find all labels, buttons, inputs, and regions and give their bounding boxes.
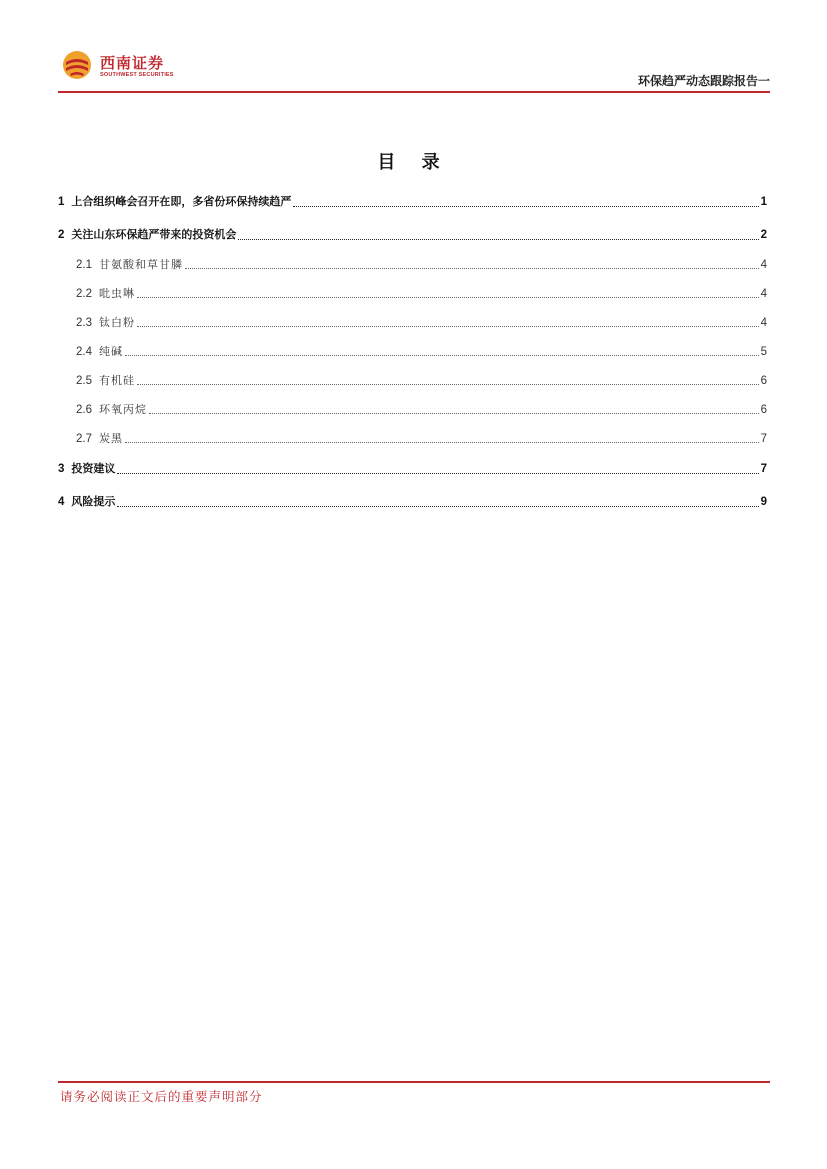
toc-entry-page: 5 xyxy=(760,346,767,358)
toc-entry-4[interactable] xyxy=(58,492,767,512)
toc-entry-page: 9 xyxy=(760,496,767,508)
toc-entry-page: 2 xyxy=(760,229,767,241)
toc-entry-number: 1 xyxy=(58,196,65,208)
toc-entry-2-2[interactable] xyxy=(58,284,767,303)
toc-entry-number: 2.5 xyxy=(76,375,92,387)
toc-entry-2-5[interactable] xyxy=(58,371,767,390)
toc-entry-number: 2.1 xyxy=(76,259,92,271)
toc-entry-number: 2 xyxy=(58,229,65,241)
toc-entry-title: 风险提示 xyxy=(71,495,116,508)
page-header xyxy=(58,46,770,92)
toc-entry-number: 2.3 xyxy=(76,317,92,329)
toc-dot-leader xyxy=(125,355,759,356)
toc-entry-page: 4 xyxy=(760,317,767,329)
toc-dot-leader xyxy=(238,239,758,240)
toc-entry-title: 关注山东环保趋严带来的投资机会 xyxy=(71,228,237,241)
toc-dot-leader xyxy=(117,506,758,507)
logo-chinese-name: 西南证券 xyxy=(100,54,165,72)
toc-dot-leader xyxy=(293,206,758,207)
toc-entry-page: 7 xyxy=(760,463,767,475)
toc-entry-2-7[interactable] xyxy=(58,429,767,448)
toc-dot-leader xyxy=(137,384,759,385)
toc-entry-page: 4 xyxy=(760,259,767,271)
logo-english-name: SOUTHWEST SECURITIES xyxy=(100,72,174,78)
report-title: 环保趋严动态跟踪报告一 xyxy=(637,74,770,88)
toc-dot-leader xyxy=(125,442,759,443)
toc-entry-number: 2.7 xyxy=(76,433,92,445)
toc-entry-page: 6 xyxy=(760,375,767,387)
table-of-contents xyxy=(58,192,767,512)
toc-dot-leader xyxy=(117,473,758,474)
toc-entry-title: 甘氨酸和草甘膦 xyxy=(99,258,183,271)
toc-entry-number: 4 xyxy=(58,496,65,508)
toc-entry-title: 投资建议 xyxy=(71,462,116,475)
footer-divider xyxy=(58,1081,770,1083)
toc-entry-number: 3 xyxy=(58,463,65,475)
toc-entry-page: 7 xyxy=(760,433,767,445)
toc-entry-title: 有机硅 xyxy=(99,374,135,387)
toc-entry-title: 钛白粉 xyxy=(99,316,135,329)
toc-entry-title: 上合组织峰会召开在即，多省份环保持续趋严 xyxy=(71,195,292,208)
toc-heading: 目 录 xyxy=(377,152,450,173)
toc-entry-number: 2.4 xyxy=(76,346,92,358)
company-logo xyxy=(62,50,172,84)
toc-entry-number: 2.6 xyxy=(76,404,92,416)
logo-emblem-icon xyxy=(62,50,92,80)
toc-entry-title: 环氧丙烷 xyxy=(99,403,147,416)
toc-entry-number: 2.2 xyxy=(76,288,92,300)
toc-entry-1[interactable] xyxy=(58,192,767,212)
toc-dot-leader xyxy=(137,326,759,327)
footer-disclaimer: 请务必阅读正文后的重要声明部分 xyxy=(60,1089,263,1104)
toc-dot-leader xyxy=(185,268,759,269)
toc-entry-title: 纯碱 xyxy=(99,345,123,358)
toc-entry-2[interactable] xyxy=(58,225,767,245)
toc-entry-page: 6 xyxy=(760,404,767,416)
header-divider xyxy=(58,91,770,93)
toc-entry-page: 1 xyxy=(760,196,767,208)
toc-entry-2-6[interactable] xyxy=(58,400,767,419)
toc-entry-title: 炭黑 xyxy=(99,432,123,445)
toc-entry-2-4[interactable] xyxy=(58,342,767,361)
toc-entry-2-3[interactable] xyxy=(58,313,767,332)
toc-dot-leader xyxy=(137,297,759,298)
toc-dot-leader xyxy=(149,413,759,414)
toc-entry-3[interactable] xyxy=(58,459,767,479)
toc-entry-page: 4 xyxy=(760,288,767,300)
toc-entry-2-1[interactable] xyxy=(58,255,767,274)
toc-entry-title: 吡虫啉 xyxy=(99,287,135,300)
